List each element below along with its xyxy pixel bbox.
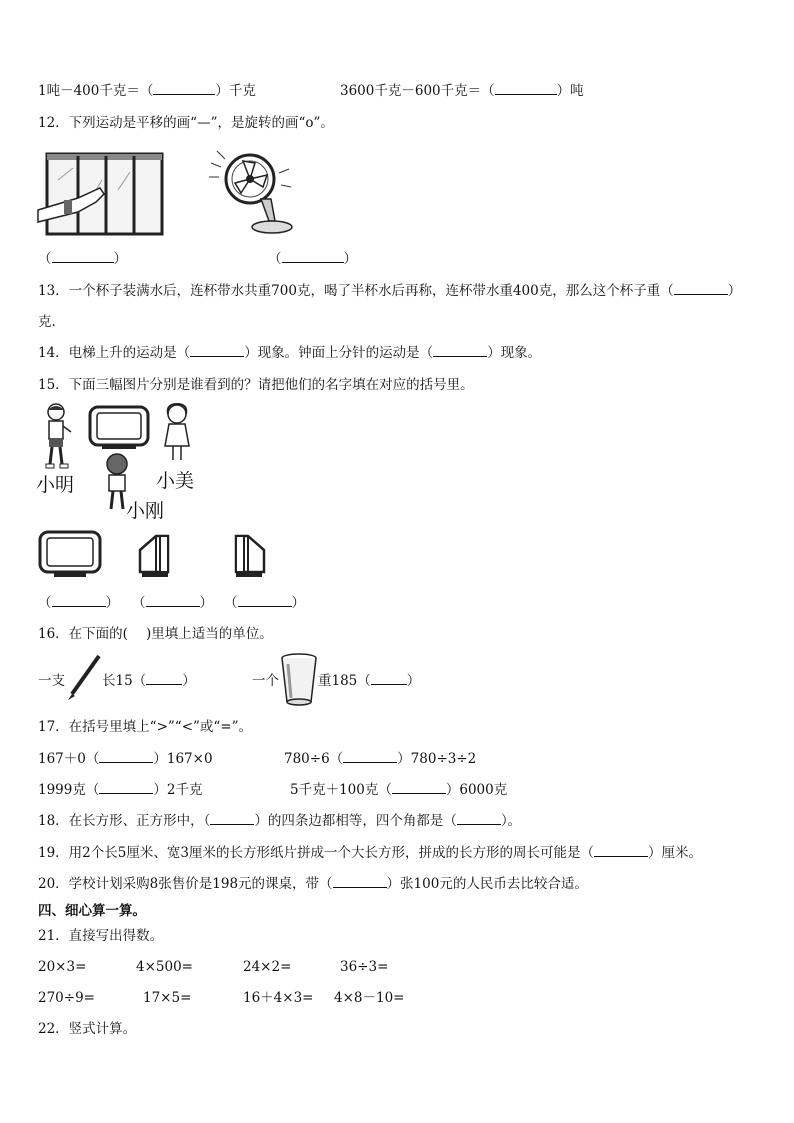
window-wiping-image (38, 150, 168, 240)
q16-pencil-post: 长15（ ） (102, 673, 196, 689)
q17-row1-b: 780÷6（ ）780÷3÷2 (284, 751, 477, 767)
answer-blank[interactable] (343, 750, 397, 763)
q15-answer-2: （ ） (132, 595, 213, 611)
q16-cup-pre: 一个 (252, 673, 279, 689)
answer-blank[interactable] (210, 812, 254, 825)
q21-r2-c1: 270÷9= (38, 990, 95, 1006)
q22-question: 22．竖式计算。 (38, 1021, 137, 1037)
answer-blank[interactable] (146, 594, 200, 607)
q21-r2-c4: 4×8－10= (334, 990, 405, 1006)
q21-r2-c2: 17×5= (143, 990, 192, 1006)
q21-r1-c4: 36÷3= (340, 959, 389, 975)
q17-question: 17．在括号里填上“>”“<”或“=”。 (38, 719, 253, 735)
q12-answer-2: （ ） (268, 251, 357, 267)
tv-side-view-left (136, 532, 176, 580)
q21-r1-c2: 4×500= (136, 959, 193, 975)
answer-blank[interactable] (371, 672, 407, 685)
q16-pencil-pre: 一支 (38, 673, 65, 689)
section-heading: 四、细心算一算。 (38, 903, 146, 919)
q20-question: 20．学校计划采购8张售价是198元的课桌，带（ ）张100元的人民币去比较合适。 (38, 876, 588, 892)
girl-xiaomei-figure (160, 402, 194, 464)
answer-blank[interactable] (457, 812, 501, 825)
q21-r1-c3: 24×2= (243, 959, 292, 975)
cup-image (280, 652, 320, 706)
q21-r1-c1: 20×3= (38, 959, 87, 975)
answer-blank[interactable] (594, 844, 648, 857)
q17-row2-b: 5千克＋100克（ ）6000克 (290, 782, 508, 798)
q12-question: 12．下列运动是平移的画“—”，是旋转的画“o”。 (38, 115, 334, 131)
label-xiaogang: 小刚 (126, 500, 165, 522)
tv-side-view-right (228, 532, 268, 580)
tv-front-view-top (88, 405, 152, 451)
answer-blank[interactable] (52, 594, 106, 607)
q17-row2-a: 1999克（ ）2千克 (38, 782, 203, 798)
q12-answer-1: （ ） (38, 251, 127, 267)
answer-blank[interactable] (495, 82, 557, 95)
q17-row1-a: 167＋0（ ）167×0 (38, 751, 213, 767)
answer-blank[interactable] (238, 594, 292, 607)
boy-xiaoming-figure (38, 402, 74, 472)
q13-line2: 克. (38, 314, 56, 330)
q21-r2-c3: 16＋4×3= (243, 990, 314, 1006)
electric-fan-image (205, 143, 295, 238)
q15-answer-1: （ ） (38, 595, 119, 611)
label-xiaoming: 小明 (36, 474, 75, 496)
tv-front-view (38, 530, 104, 580)
answer-blank[interactable] (282, 250, 344, 263)
answer-blank[interactable] (153, 82, 215, 95)
q19-question: 19．用2个长5厘米、宽3厘米的长方形纸片拼成一个大长方形，拼成的长方形的周长可能是（ ）厘米。 (38, 845, 702, 861)
q18-question: 18．在长方形、正方形中，（ ）的四条边都相等，四个角都是（ ）。 (38, 813, 522, 829)
q15-question: 15．下面三幅图片分别是谁看到的？请把他们的名字填在对应的括号里。 (38, 377, 474, 393)
q21-question: 21．直接写出得数。 (38, 928, 164, 944)
answer-blank[interactable] (333, 875, 387, 888)
q14-question: 14．电梯上升的运动是（ ）现象。钟面上分针的运动是（ ）现象。 (38, 345, 542, 361)
answer-blank[interactable] (99, 750, 153, 763)
q11-a: 1吨－400千克＝（ ）千克 (38, 83, 256, 99)
answer-blank[interactable] (433, 344, 487, 357)
answer-blank[interactable] (674, 282, 728, 295)
answer-blank[interactable] (392, 781, 446, 794)
answer-blank[interactable] (146, 672, 182, 685)
answer-blank[interactable] (52, 250, 114, 263)
q11-b: 3600千克－600千克＝（ ）吨 (340, 83, 584, 99)
q16-question: 16．在下面的( )里填上适当的单位。 (38, 626, 273, 642)
answer-blank[interactable] (190, 344, 244, 357)
q13-line1: 13．一个杯子装满水后，连杯带水共重700克，喝了半杯水后再称，连杯带水重400克，那么这个杯子重（ ） (38, 283, 742, 299)
q15-answer-3: （ ） (224, 595, 305, 611)
q16-cup-post: 重185（ ） (318, 673, 421, 689)
answer-blank[interactable] (99, 781, 153, 794)
label-xiaomei: 小美 (156, 470, 195, 492)
pencil-image (66, 654, 102, 702)
